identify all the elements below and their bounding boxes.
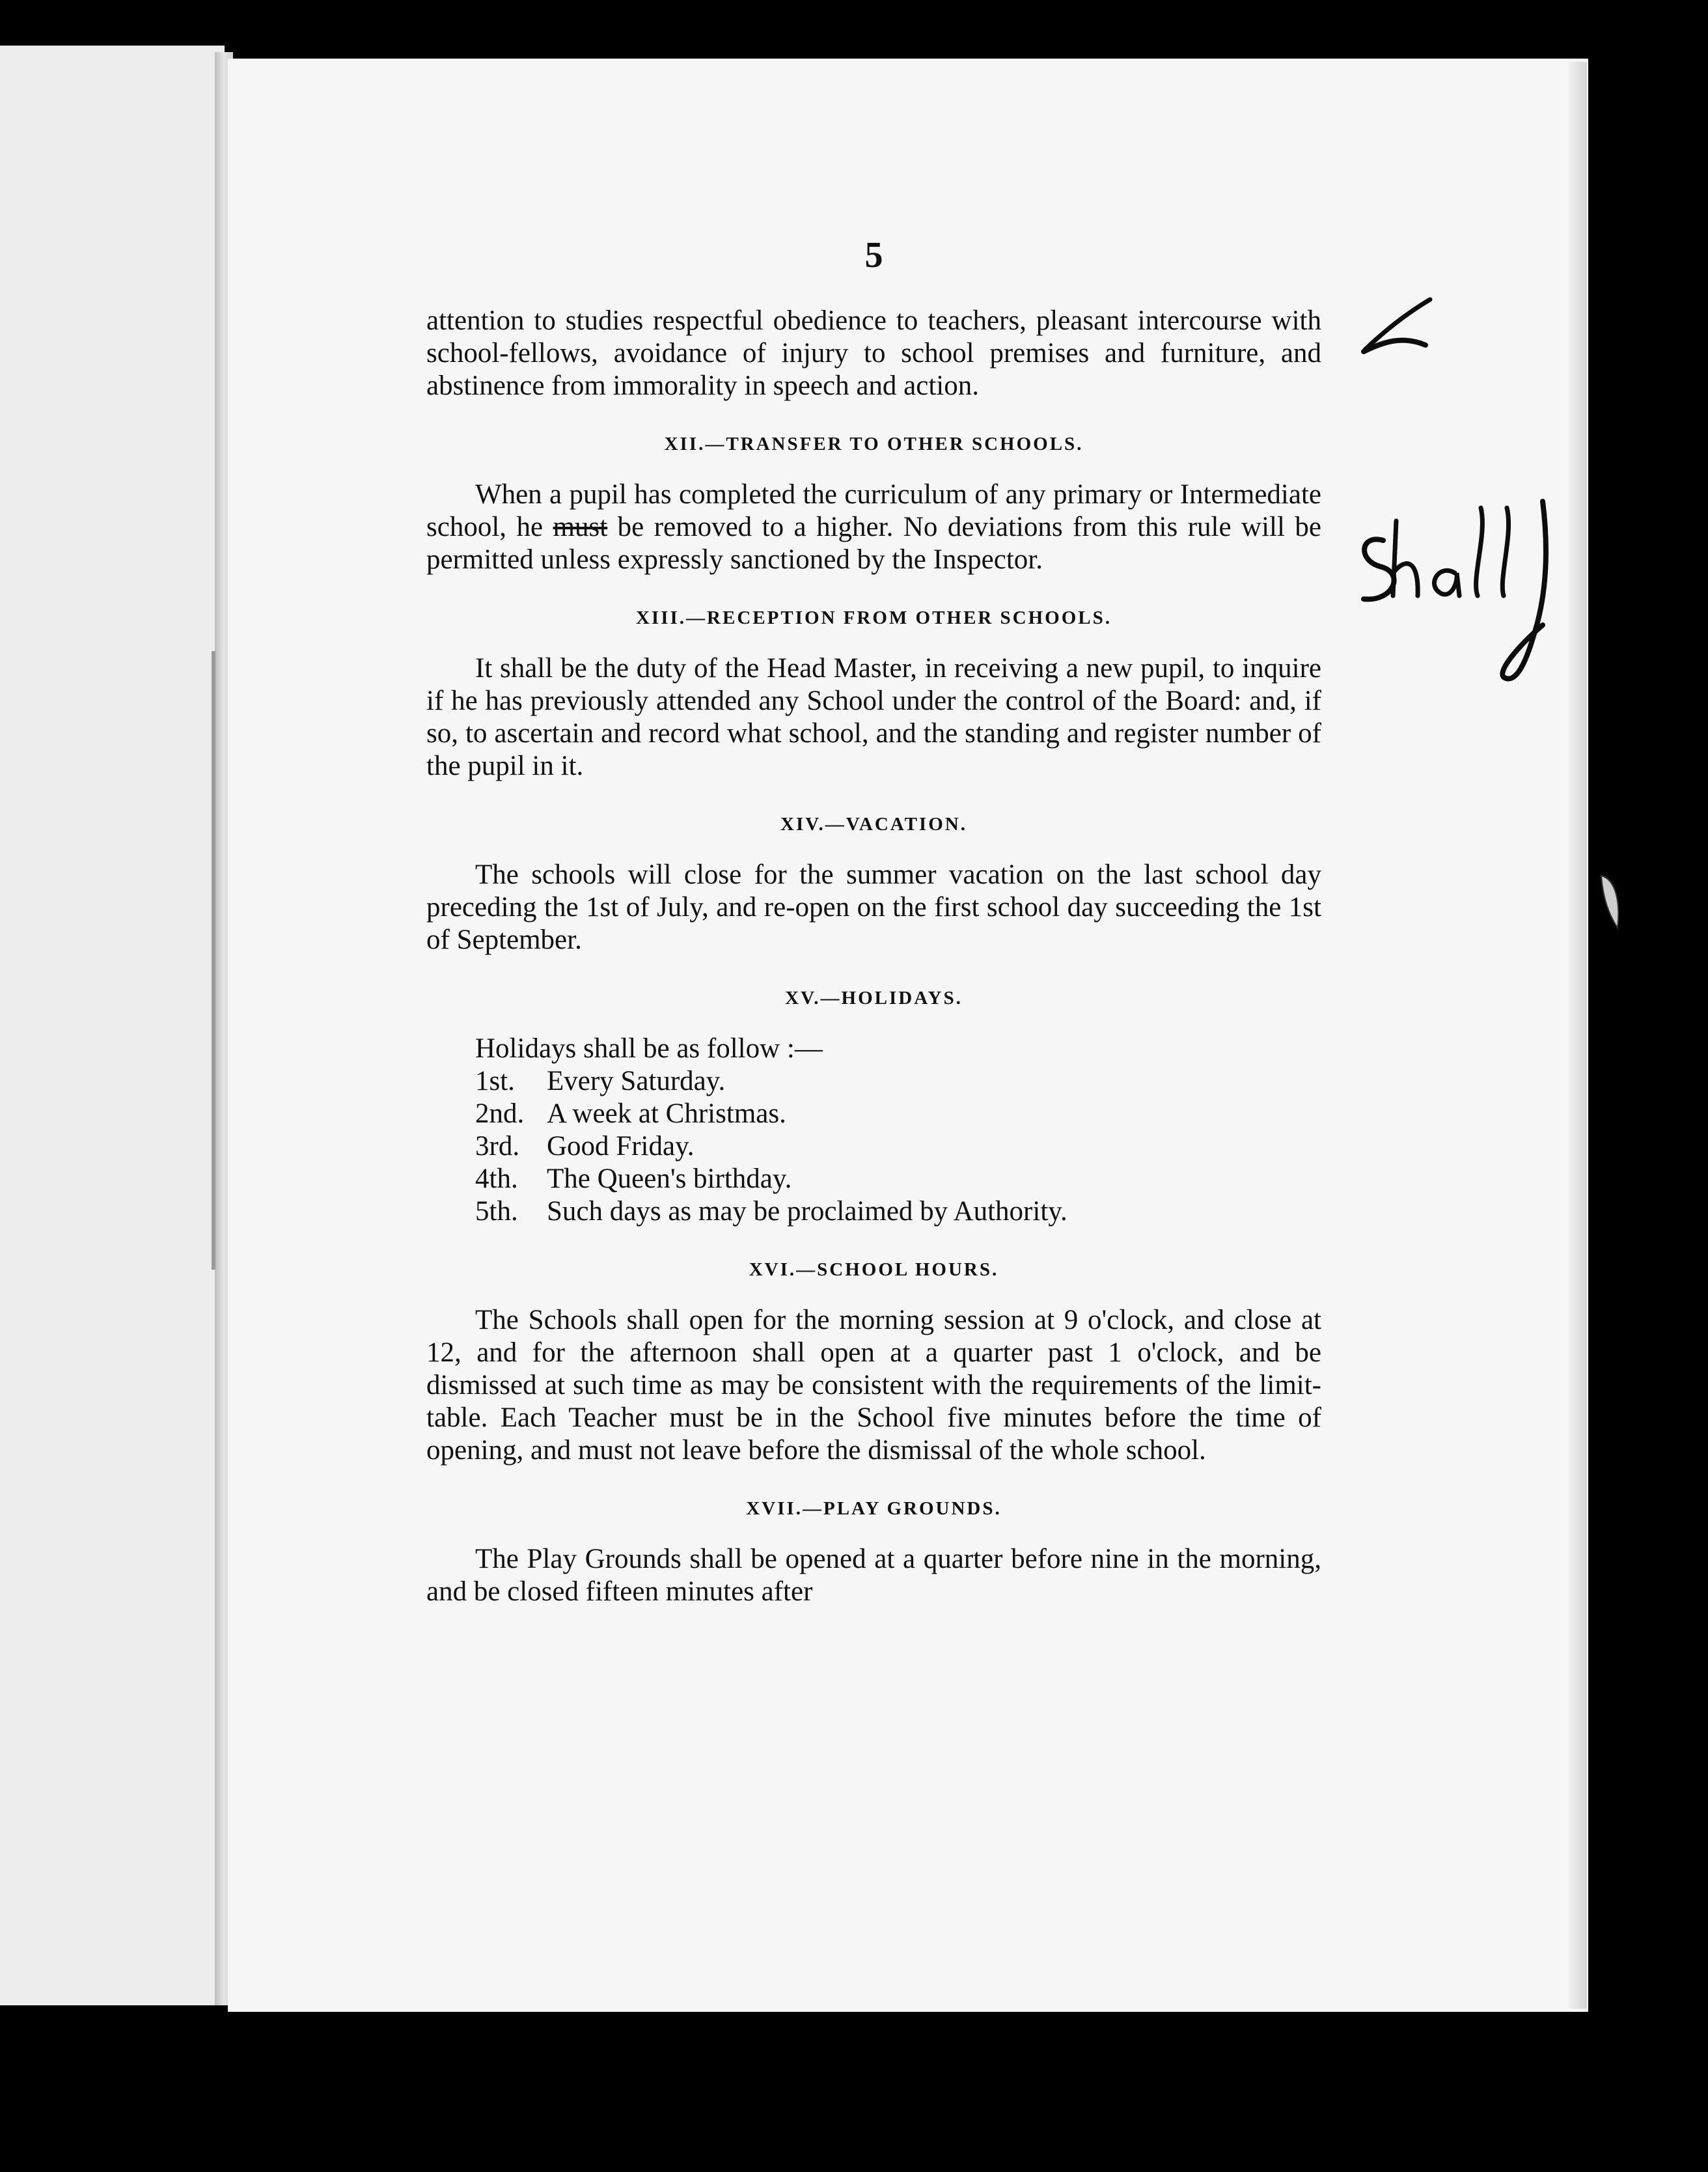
- section-xii-text-before: When a pupil has completed the curriculum of any primary or Intermediate school, he: [426, 479, 1321, 542]
- page-text: [426, 234, 1321, 1608]
- section-xiii-paragraph: It shall be the duty of the Head Master, in receiving a new pupil, to inquire if he has previously attended any School under the control of the Board: and, if so, to ascertain and record what school, and the standing and register number of the pupil in it.: [426, 653, 1321, 781]
- list-item-text: Such days as may be proclaimed by Authority.: [547, 1196, 1068, 1227]
- section-xvi-paragraph: The Schools shall open for the morning session at 9 o'clock, and close at 12, and for the afternoon shall open at a quarter past 1 o'clock, and be dismissed at such time as may be consistent with the requirements of the limit-table. Each Teacher must be in the School five minutes before the time of opening, and must not leave before the dismissal of the whole school.: [426, 1305, 1321, 1466]
- section-xvii-heading: XVII.—PLAY GROUNDS.: [746, 1498, 1002, 1519]
- section-xv-heading: XV.—HOLIDAYS.: [785, 988, 963, 1009]
- list-item-text: The Queen's birthday.: [547, 1163, 792, 1194]
- list-item: [475, 1098, 1321, 1130]
- list-item-text: A week at Christmas.: [547, 1098, 786, 1129]
- section-xii-paragraph: [426, 479, 1321, 576]
- section-xiv-paragraph: The schools will close for the summer vacation on the last school day preceding the 1st of July, and re-open on the first school day succeeding the 1st of September.: [426, 859, 1321, 955]
- list-item: [475, 1163, 1321, 1195]
- list-item-number: 5th.: [475, 1196, 518, 1227]
- list-item-text: Every Saturday.: [547, 1066, 726, 1096]
- list-item: [475, 1065, 1321, 1098]
- list-item-number: 4th.: [475, 1163, 518, 1194]
- section-xvi-heading: XVI.—SCHOOL HOURS.: [749, 1259, 999, 1280]
- handwritten-check-icon: [1357, 290, 1435, 368]
- holidays-list: [426, 1065, 1321, 1228]
- list-item-text: Good Friday.: [547, 1131, 695, 1162]
- page-edge-shadow: [1569, 62, 1587, 2009]
- list-item-number: 2nd.: [475, 1098, 525, 1129]
- struck-word: must: [553, 512, 608, 542]
- section-xiv-heading: XIV.—VACATION.: [780, 814, 967, 835]
- section-xvii-paragraph: The Play Grounds shall be opened at a quarter before nine in the morning, and be closed fifteen minutes after: [426, 1544, 1321, 1607]
- list-item: [475, 1130, 1321, 1163]
- handwritten-correction-shall: [1347, 488, 1569, 703]
- list-item-number: 3rd.: [475, 1131, 520, 1162]
- list-item: [475, 1195, 1321, 1228]
- section-xii-text-after: be removed to a higher. No deviations from this rule will be permitted unless expressly sanctioned by the Inspector.: [426, 512, 1321, 575]
- binding-edge: [212, 651, 215, 1270]
- page-number: 5: [864, 235, 883, 275]
- opening-paragraph: attention to studies respectful obedience to teachers, pleasant intercourse with school-fellows, avoidance of injury to school premises and furniture, and abstinence from immorality in speech and action.: [426, 305, 1321, 401]
- section-xii-heading: XII.—TRANSFER TO OTHER SCHOOLS.: [664, 434, 1084, 454]
- holidays-intro: Holidays shall be as follow :—: [475, 1033, 823, 1064]
- list-item-number: 1st.: [475, 1066, 515, 1096]
- facing-page: [0, 46, 225, 2005]
- section-xiii-heading: XIII.—RECEPTION FROM OTHER SCHOOLS.: [635, 607, 1112, 628]
- paper-damage-mark: [1598, 872, 1623, 931]
